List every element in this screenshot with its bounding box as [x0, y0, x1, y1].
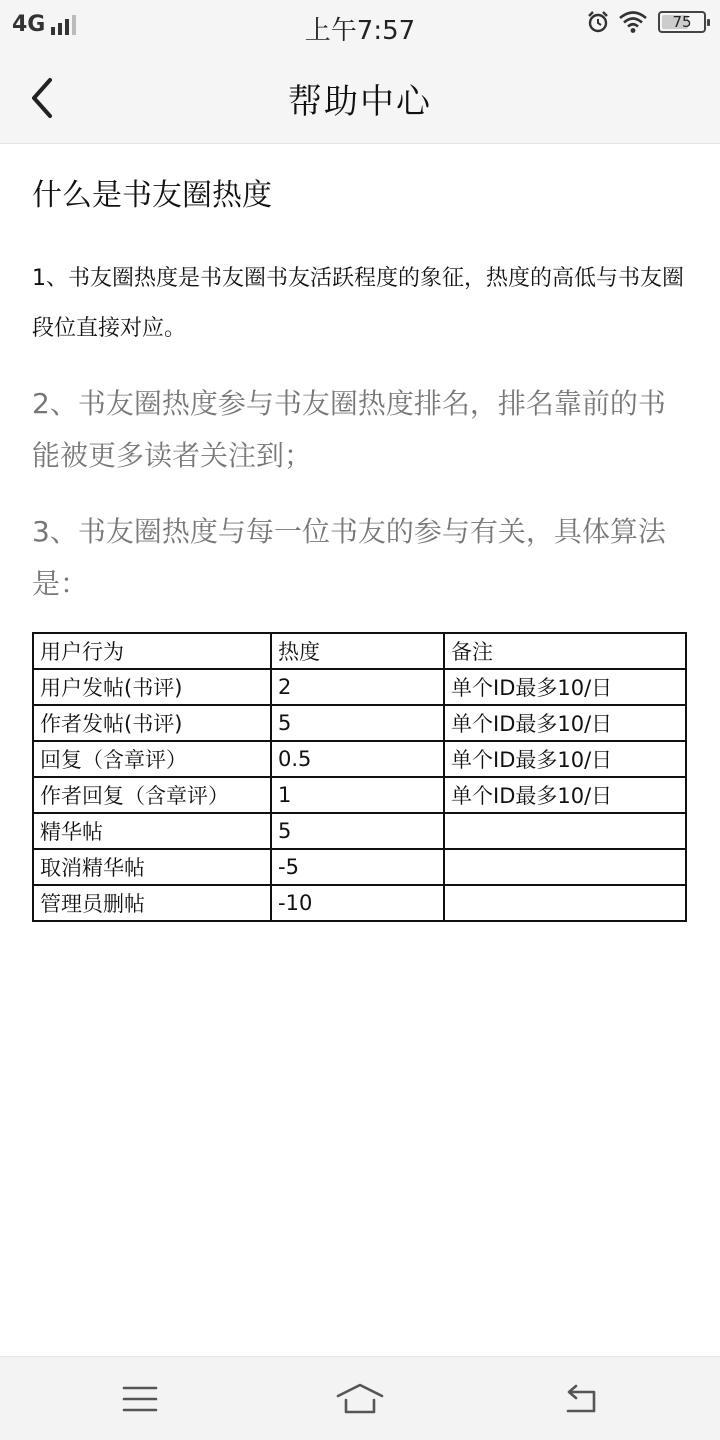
article-title: 什么是书友圈热度	[32, 178, 272, 213]
cell-heat: -10	[271, 885, 444, 921]
cell-behavior: 精华帖	[33, 813, 271, 849]
back-icon	[560, 1383, 600, 1415]
article-content	[32, 144, 688, 610]
menu-icon	[122, 1385, 158, 1413]
table-row	[33, 849, 686, 885]
cell-behavior: 作者发帖(书评)	[33, 705, 271, 741]
table-row	[33, 741, 686, 777]
cell-note	[444, 813, 686, 849]
cell-heat: 2	[271, 669, 444, 705]
table-row	[33, 777, 686, 813]
back-nav-button[interactable]	[550, 1377, 610, 1421]
paragraph-3: 3、书友圈热度与每一位书友的参与有关，具体算法是：	[32, 515, 666, 600]
cell-behavior: 作者回复（含章评）	[33, 777, 271, 813]
cell-note: 单个ID最多10/日	[444, 669, 686, 705]
menu-button[interactable]	[110, 1377, 170, 1421]
table-row	[33, 813, 686, 849]
header-behavior: 用户行为	[33, 633, 271, 669]
home-icon	[334, 1382, 386, 1416]
cell-note: 单个ID最多10/日	[444, 741, 686, 777]
cell-behavior: 用户发帖(书评)	[33, 669, 271, 705]
table-row	[33, 669, 686, 705]
header-heat: 热度	[271, 633, 444, 669]
battery-level: 75	[672, 13, 692, 31]
cell-behavior: 管理员删帖	[33, 885, 271, 921]
wifi-icon	[618, 10, 648, 34]
table-row	[33, 705, 686, 741]
cell-heat: -5	[271, 849, 444, 885]
cell-note	[444, 849, 686, 885]
status-bar	[0, 0, 720, 52]
alarm-icon	[586, 10, 610, 34]
table-row	[33, 885, 686, 921]
page-title: 帮助中心	[288, 82, 432, 122]
nav-bar	[0, 52, 720, 144]
cell-note	[444, 885, 686, 921]
cell-behavior: 回复（含章评）	[33, 741, 271, 777]
cell-heat: 1	[271, 777, 444, 813]
paragraph-1: 1、书友圈热度是书友圈书友活跃程度的象征，热度的高低与书友圈段位直接对应。	[32, 266, 684, 341]
cell-note: 单个ID最多10/日	[444, 705, 686, 741]
paragraph-2: 2、书友圈热度参与书友圈热度排名，排名靠前的书能被更多读者关注到；	[32, 387, 666, 472]
network-type: 4G	[12, 12, 46, 37]
system-nav-bar	[0, 1356, 720, 1440]
battery-icon	[658, 11, 706, 33]
status-time: 上午7:57	[304, 16, 416, 46]
home-button[interactable]	[330, 1377, 390, 1421]
heat-rules-table	[32, 632, 687, 922]
cell-behavior: 取消精华帖	[33, 849, 271, 885]
cell-heat: 0.5	[271, 741, 444, 777]
table-header-row	[33, 633, 686, 669]
status-icons	[578, 10, 706, 34]
cell-note: 单个ID最多10/日	[444, 777, 686, 813]
header-note: 备注	[444, 633, 686, 669]
cell-heat: 5	[271, 705, 444, 741]
cell-heat: 5	[271, 813, 444, 849]
